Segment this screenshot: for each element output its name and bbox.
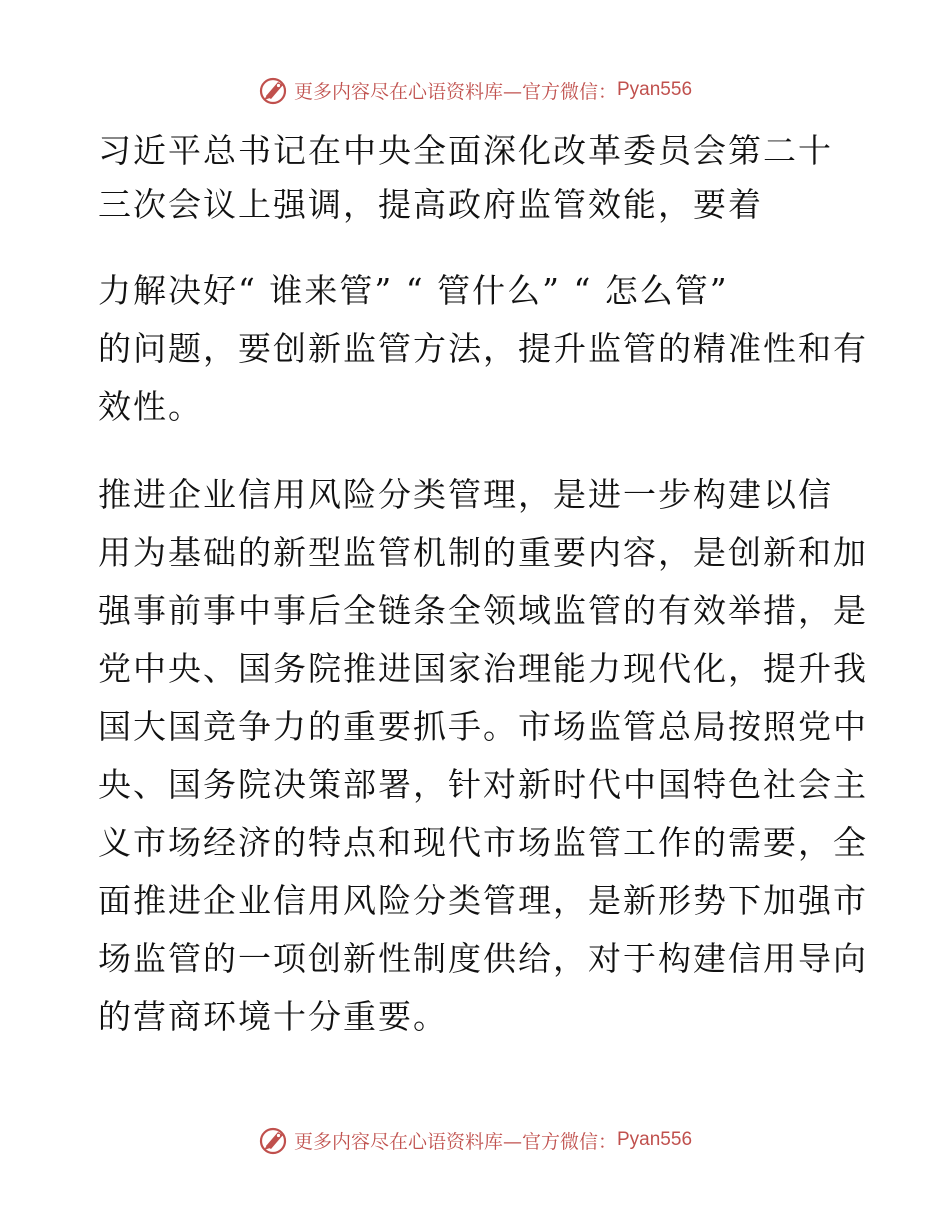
paragraph-1 (98, 124, 858, 232)
header-text: 更多内容尽在心语资料库—官方微信： (293, 80, 617, 103)
paragraph-line: 推进企业信用风险分类管理，是进一步构建以信 (98, 475, 833, 514)
pen-nib-logo-icon (258, 74, 290, 106)
document-body (98, 124, 868, 1046)
paragraph-line: 用为基础的新型监管机制的重要内容，是创新和加 (98, 533, 868, 572)
paragraph-line: 面推进企业信用风险分类管理，是新形势下加强市 (98, 881, 868, 920)
paragraph-3 (98, 466, 868, 1046)
header-banner (0, 70, 950, 110)
paragraph-line: 习近平总书记在中央全面深化改革委员会第二十 (98, 131, 833, 170)
paragraph-line: 强事前事中事后全链条全领域监管的有效举措，是 (98, 591, 868, 630)
paragraph-line: 效性。 (98, 387, 203, 426)
paragraph-line: 央、国务院决策部署，针对新时代中国特色社会主 (98, 765, 868, 804)
paragraph-line: 场监管的一项创新性制度供给，对于构建信用导向 (98, 939, 868, 978)
paragraph-line: 国大国竞争力的重要抓手。市场监管总局按照党中 (98, 707, 868, 746)
paragraph-line: 的问题，要创新监管方法，提升监管的精准性和有 (98, 329, 868, 368)
paragraph-2 (98, 262, 868, 436)
paragraph-line: 力解决好“ 谁来管” “ 管什么” “ 怎么管” (98, 271, 729, 310)
paragraph-line: 三次会议上强调，提高政府监管效能，要着 (98, 185, 763, 224)
pen-nib-logo-icon (258, 1124, 290, 1156)
footer-text: 更多内容尽在心语资料库—官方微信： (293, 1130, 617, 1153)
paragraph-line: 党中央、国务院推进国家治理能力现代化，提升我 (98, 649, 868, 688)
footer-banner (0, 1120, 950, 1160)
footer-wechat-id: Pyan556 (617, 1129, 693, 1150)
paragraph-line: 义市场经济的特点和现代市场监管工作的需要，全 (98, 823, 868, 862)
paragraph-line: 的营商环境十分重要。 (98, 997, 448, 1036)
header-wechat-id: Pyan556 (617, 79, 693, 100)
